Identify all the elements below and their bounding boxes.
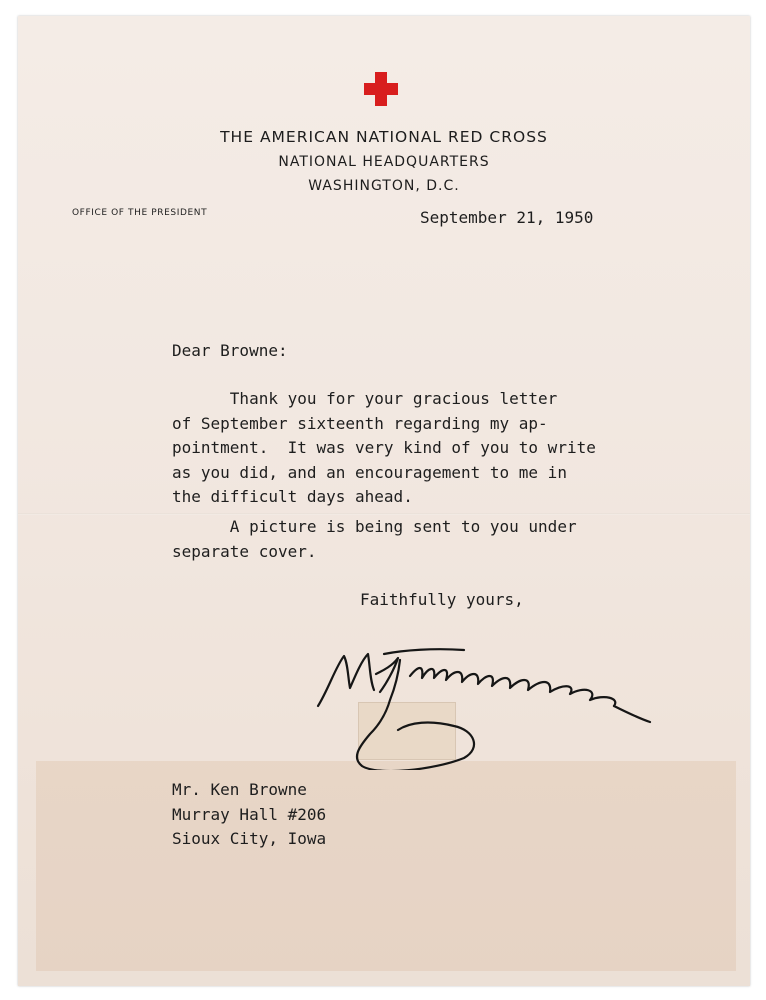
body-paragraph-2: A picture is being sent to you under separate cover. bbox=[172, 517, 577, 561]
signature bbox=[314, 630, 654, 770]
office-label: OFFICE OF THE PRESIDENT bbox=[72, 208, 208, 218]
letter-page bbox=[18, 16, 750, 986]
letter-date: September 21, 1950 bbox=[420, 208, 594, 227]
red-cross-icon bbox=[362, 70, 400, 108]
recipient-address: Mr. Ken Browne Murray Hall #206 Sioux City, Iowa bbox=[172, 780, 327, 848]
closing: Faithfully yours, bbox=[360, 590, 524, 609]
organization-name: THE AMERICAN NATIONAL RED CROSS bbox=[220, 128, 548, 146]
salutation: Dear Browne: bbox=[172, 341, 288, 360]
paper-stain bbox=[36, 761, 736, 971]
body-paragraph-1: Thank you for your gracious letter of September sixteenth regarding my ap- pointment. It was very kind of you to write as you did, and an encouragement to me in the difficult days ahead. bbox=[172, 389, 596, 506]
location: WASHINGTON, D.C. bbox=[308, 178, 460, 194]
division-name: NATIONAL HEADQUARTERS bbox=[278, 154, 490, 170]
